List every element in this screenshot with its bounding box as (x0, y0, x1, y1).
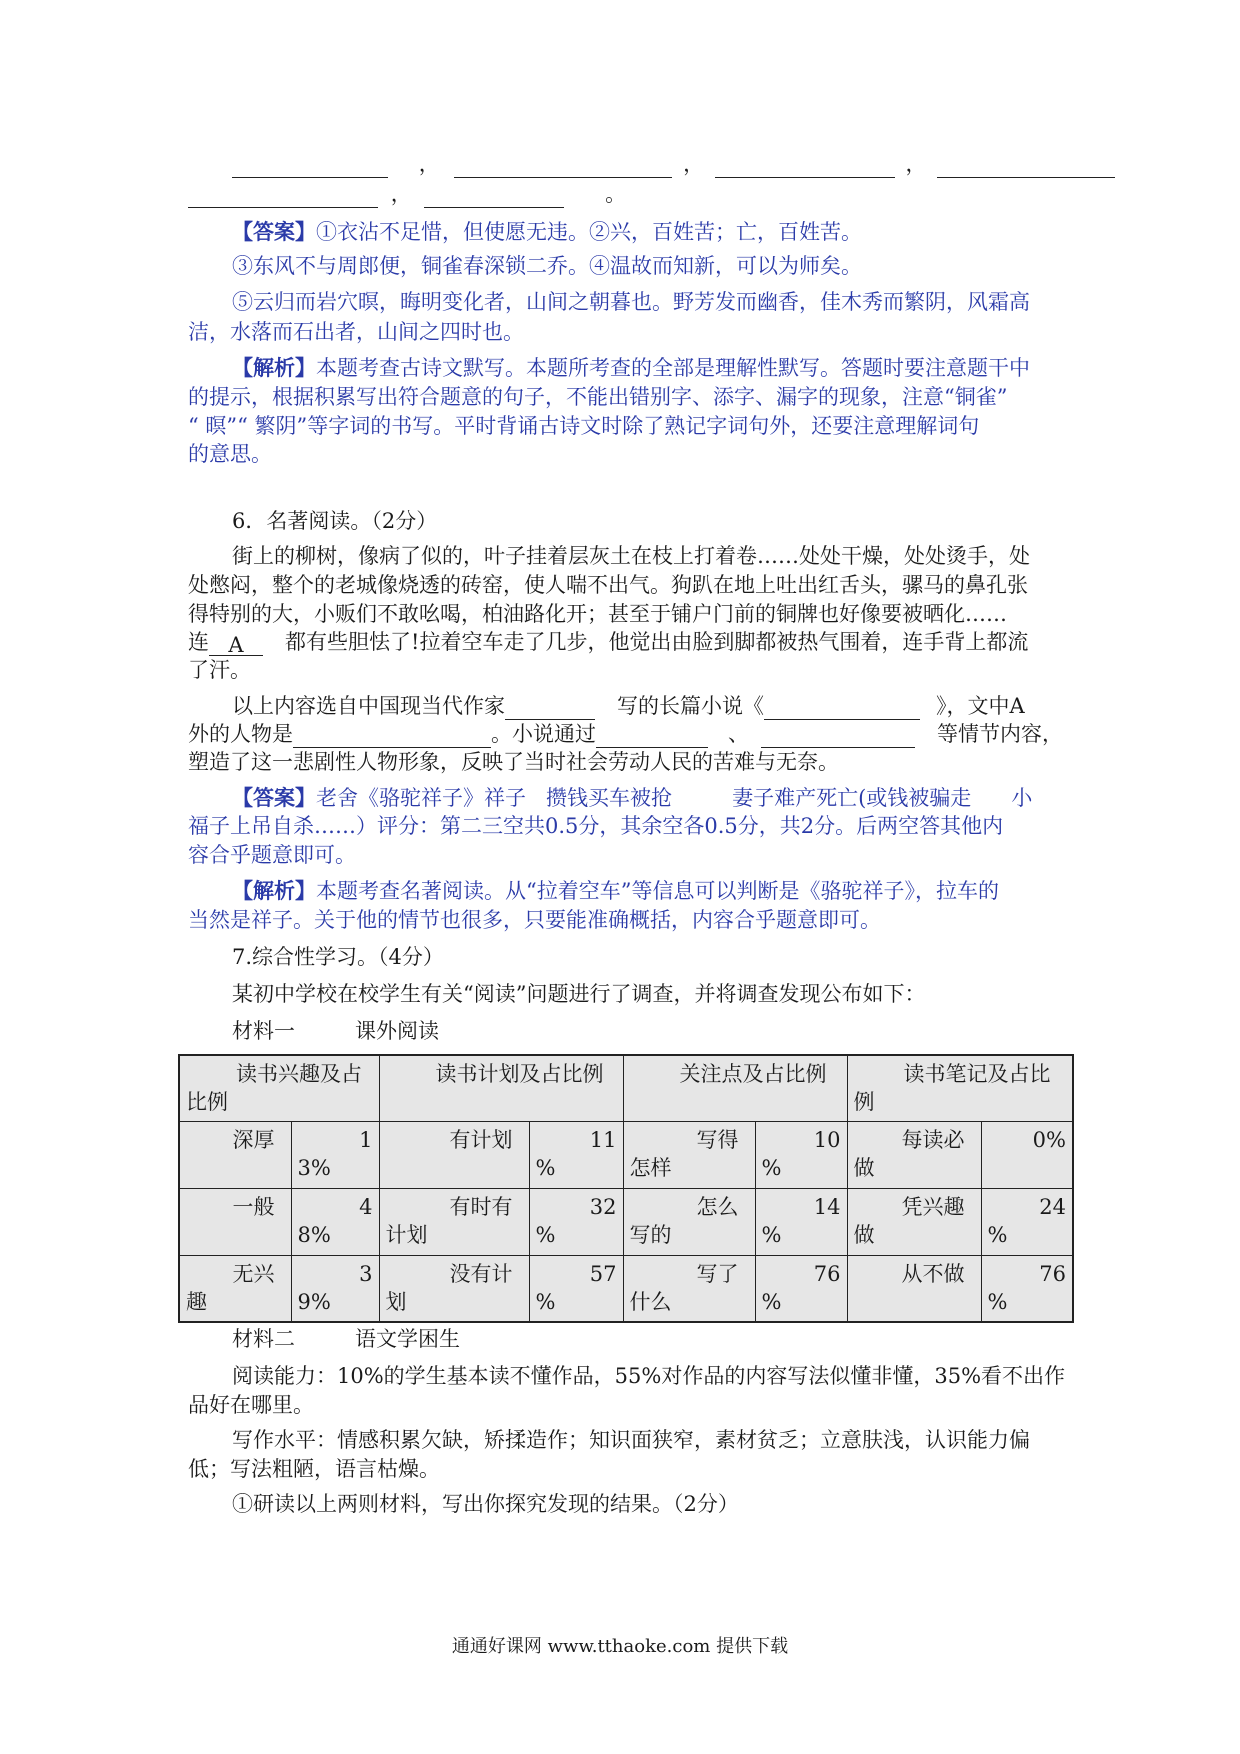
q6-passage-line-4: 连 A 都有些胆怯了!拉着空车走了几步，他觉出由脸到脚都被热气围着，连手背上都流 (188, 630, 1029, 657)
q6-answer-line-2: 福子上吊自杀……）评分：第二三空共0.5分，其余空各0.5分，共2分。后两空答其他内 (188, 814, 1004, 838)
table-cell: 10 % (755, 1121, 847, 1188)
table-row (179, 1121, 1073, 1188)
q6-passage-line-1: 街上的柳树，像病了似的，叶子挂着层灰土在枝上打着卷……处处干燥，处处烫手，处 (232, 544, 1030, 568)
q5-analysis-line-3: “ 暝”“ 繁阴”等字词的书写。平时背诵古诗文时除了熟记字词句外，还要注意理解词句 (188, 414, 980, 438)
writing-level-line-2: 低；写法粗陋，语言枯燥。 (188, 1457, 440, 1481)
answer-blank-a[interactable]: A (209, 631, 263, 656)
q6-passage-line-5: 了汗。 (188, 658, 251, 682)
analysis-tag: 【解析】 (232, 355, 316, 380)
table-cell: 深厚 (179, 1121, 291, 1188)
table-cell: 11 % (529, 1121, 623, 1188)
table-cell: 怎么 写的 (623, 1188, 755, 1255)
header-cell: 读书计划及占比例 (379, 1055, 623, 1121)
q6-title: 6．名著阅读。（2分） (232, 509, 438, 533)
table-cell: 有计划 (379, 1121, 529, 1188)
answer-blank[interactable] (761, 725, 915, 748)
q5-answer-line-2: ③东风不与周郎便，铜雀春深锁二乔。④温故而知新，可以为师矣。 (232, 254, 862, 278)
q6-question-line-2: 外的人物是 。小说通过 、 等情节内容， (188, 722, 1063, 746)
q6-passage-line-2: 处憋闷，整个的老城像烧透的砖窑，使人喘不出气。狗趴在地上吐出红舌头，骡马的鼻孔张 (188, 573, 1028, 597)
fill-blank-row-1: ， ， ， (232, 150, 1115, 178)
table-cell: 24 % (981, 1188, 1073, 1255)
q6-analysis-line-2: 当然是祥子。关于他的情节也很多，只要能准确概括，内容合乎题意即可。 (188, 908, 881, 932)
page-footer: 通通好课网 www.tthaoke.com 提供下载 (451, 1636, 789, 1657)
answer-blank[interactable] (596, 725, 708, 748)
table-row (179, 1188, 1073, 1255)
answer-blank[interactable] (424, 185, 564, 208)
table-cell: 有时有 计划 (379, 1188, 529, 1255)
q6-answer-line-3: 容合乎题意即可。 (188, 843, 356, 867)
q7-intro: 某初中学校在校学生有关“阅读”问题进行了调查，并将调查发现公布如下： (232, 982, 926, 1006)
reading-ability-line-1: 阅读能力：10%的学生基本读不懂作品，55%对作品的内容写法似懂非懂，35%看不出作 (232, 1364, 1066, 1388)
header-cell: 读书笔记及占比 例 (847, 1055, 1073, 1121)
answer-blank[interactable] (937, 155, 1115, 178)
answer-blank[interactable] (232, 155, 388, 178)
answer-blank[interactable] (454, 155, 672, 178)
table-cell: 3 9% (291, 1255, 379, 1322)
table-cell: 从不做 (847, 1255, 981, 1322)
writing-level-line-1: 写作水平：情感积累欠缺，矫揉造作；知识面狭窄，素材贫乏；立意肤浅，认识能力偏 (232, 1428, 1030, 1452)
q5-answer-line-4: 洁，水落而石出者，山间之四时也。 (188, 320, 524, 344)
reading-survey-table (178, 1054, 1074, 1323)
table-cell: 无兴 趣 (179, 1255, 291, 1322)
q5-answer-line-1: 【答案】①衣沾不足惜，但使愿无违。②兴，百姓苦；亡，百姓苦。 (232, 219, 862, 244)
table-cell: 0% (981, 1121, 1073, 1188)
q5-analysis-line-2: 的提示，根据积累写出符合题意的句子，不能出错别字、添字、漏字的现象，注意“铜雀” (188, 385, 1008, 409)
q5-answer-line-3: ⑤云归而岩穴暝，晦明变化者，山间之朝暮也。野芳发而幽香，佳木秀而繁阴，风霜高 (232, 290, 1030, 314)
answer-blank[interactable] (505, 697, 595, 720)
answer-tag: 【答案】 (232, 785, 316, 810)
table-cell: 写了 什么 (623, 1255, 755, 1322)
q6-question-line-1: 以上内容选自中国现当代作家 写的长篇小说《 》，文中A (232, 694, 1025, 718)
q6-answer-line-1: 【答案】老舍《骆驼祥子》祥子 攒钱买车被抢 妻子难产死亡(或钱被骗走 小 (232, 785, 1033, 810)
header-cell: 读书兴趣及占 比例 (179, 1055, 379, 1121)
fill-blank-row-2: ， 。 (188, 180, 626, 208)
table-cell: 凭兴趣 做 (847, 1188, 981, 1255)
answer-tag: 【答案】 (232, 219, 316, 244)
q6-analysis-line-1: 【解析】本题考查名著阅读。从“拉着空车”等信息可以判断是《骆驼祥子》，拉车的 (232, 878, 999, 903)
q6-passage-line-3: 得特别的大，小贩们不敢吆喝，柏油路化开；甚至于铺户门前的铜牌也好像要被晒化…… (188, 602, 1007, 626)
answer-blank[interactable] (715, 155, 895, 178)
material-1-heading: 材料一 课外阅读 (232, 1019, 439, 1043)
table-cell: 32 % (529, 1188, 623, 1255)
sub-question-1: ①研读以上两则材料，写出你探究发现的结果。（2分） (232, 1492, 739, 1516)
table-cell: 14 % (755, 1188, 847, 1255)
answer-blank[interactable] (188, 185, 378, 208)
table-cell: 76 % (755, 1255, 847, 1322)
analysis-tag: 【解析】 (232, 878, 316, 903)
answer-blank[interactable] (764, 697, 920, 720)
table-row (179, 1255, 1073, 1322)
table-cell: 一般 (179, 1188, 291, 1255)
q6-question-line-3: 塑造了这一悲剧性人物形象，反映了当时社会劳动人民的苦难与无奈。 (188, 750, 839, 774)
q5-analysis-line-4: 的意思。 (188, 442, 272, 466)
q7-title: 7.综合性学习。（4分） (232, 945, 444, 969)
table-cell: 写得 怎样 (623, 1121, 755, 1188)
table-cell: 1 3% (291, 1121, 379, 1188)
table-cell: 4 8% (291, 1188, 379, 1255)
table-cell: 没有计 划 (379, 1255, 529, 1322)
material-2-heading: 材料二 语文学困生 (232, 1327, 460, 1351)
reading-ability-line-2: 品好在哪里。 (188, 1393, 314, 1417)
q5-analysis-line-1: 【解析】本题考查古诗文默写。本题所考查的全部是理解性默写。答题时要注意题干中 (232, 355, 1030, 380)
header-cell: 关注点及占比例 (623, 1055, 847, 1121)
table-cell: 57 % (529, 1255, 623, 1322)
answer-blank[interactable] (293, 725, 491, 748)
table-cell: 每读必 做 (847, 1121, 981, 1188)
table-header-row (179, 1055, 1073, 1121)
table-cell: 76 % (981, 1255, 1073, 1322)
